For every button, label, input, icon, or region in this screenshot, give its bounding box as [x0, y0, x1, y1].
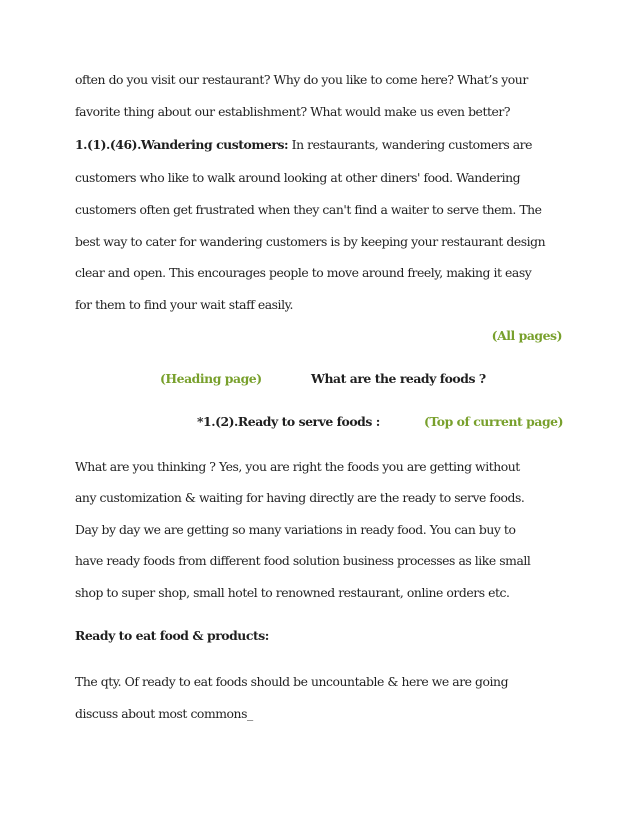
ready-to-eat-heading: Ready to eat food & products:: [75, 628, 269, 643]
ready-to-serve-heading: *1.(2).Ready to serve foods :: [197, 414, 380, 429]
paragraph-line: discuss about most commons_: [75, 706, 253, 721]
paragraph-line: customers who like to walk around looking at other diners' food. Wandering: [75, 170, 521, 185]
question-heading: What are the ready foods ?: [311, 371, 486, 386]
paragraph-line: any customization & waiting for having directly are the ready to serve foods.: [75, 490, 525, 505]
paragraph-line: for them to find your wait staff easily.: [75, 297, 293, 312]
all-pages-link[interactable]: (All pages): [491, 328, 562, 343]
wandering-first-line-text: In restaurants, wandering customers are: [288, 137, 533, 152]
paragraph-line: The qty. Of ready to eat foods should be uncountable & here we are going: [75, 674, 509, 689]
top-of-current-page-link[interactable]: (Top of current page): [424, 414, 564, 429]
paragraph-line: What are you thinking ? Yes, you are right the foods you are getting without: [75, 459, 520, 474]
paragraph-line: best way to cater for wandering customers is by keeping your restaurant design: [75, 234, 546, 249]
paragraph-line: clear and open. This encourages people to move around freely, making it easy: [75, 265, 532, 280]
paragraph-line: often do you visit our restaurant? Why do you like to come here? What’s your: [75, 72, 528, 87]
wandering-first-line: [75, 137, 532, 153]
paragraph-line: shop to super shop, small hotel to renowned restaurant, online orders etc.: [75, 585, 510, 600]
paragraph-line: customers often get frustrated when they can't find a waiter to serve them. The: [75, 202, 542, 217]
paragraph-line: have ready foods from different food solution business processes as like small: [75, 553, 531, 568]
heading-page-link[interactable]: (Heading page): [160, 371, 262, 386]
paragraph-line: favorite thing about our establishment? What would make us even better?: [75, 104, 511, 119]
paragraph-line: Day by day we are getting so many variations in ready food. You can buy to: [75, 522, 516, 537]
wandering-customers-heading: 1.(1).(46).Wandering customers:: [75, 137, 289, 152]
